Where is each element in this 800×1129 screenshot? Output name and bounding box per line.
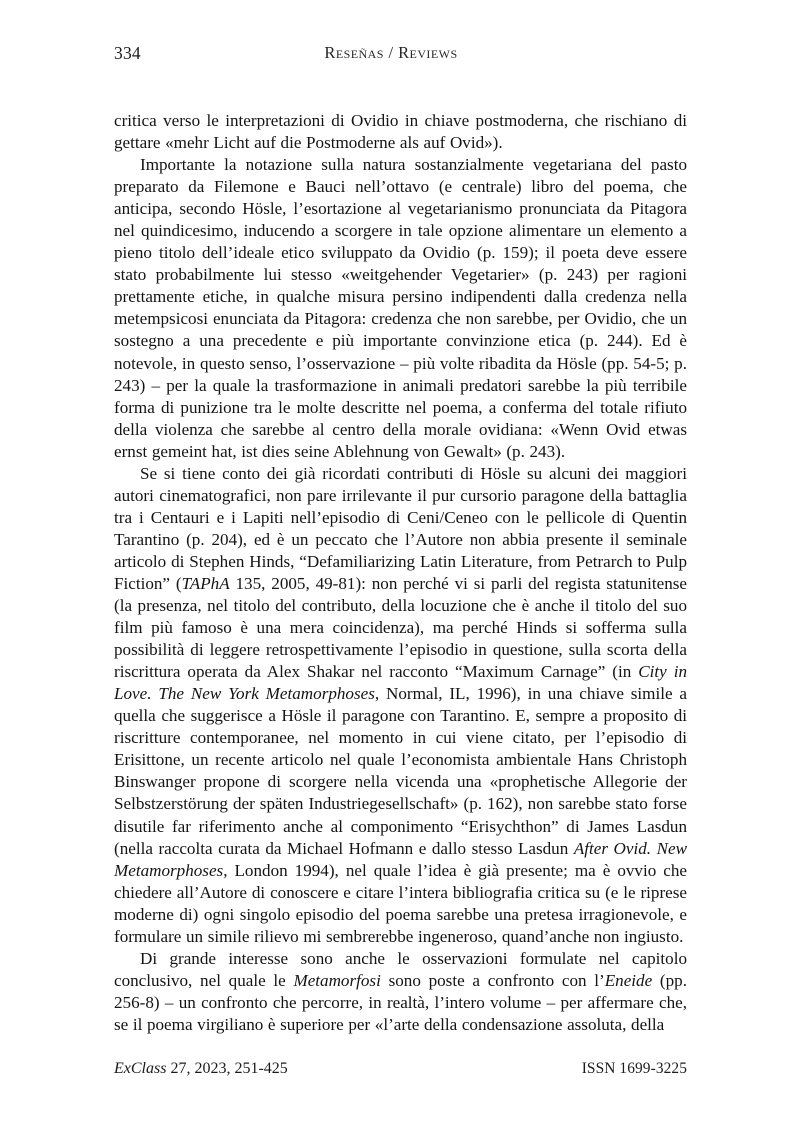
- text-run: (pp. 256-8) – un confronto che percorre, in realtà, l’intero volume – per affermare che, se il poema virgiliano è superiore per «l’arte della condensazione assoluta, della: [114, 970, 687, 1034]
- footer-citation: [114, 1058, 288, 1080]
- italic-title: Metamorfosi: [293, 970, 381, 990]
- text-run: , Normal, IL, 1996), in una chiave simile a quella che suggerisce a Hösle il paragone con Tarantino. E, sempre a proposito di riscritture contemporanee, nel momento in cui viene citato, per l’episodio di Erisittone, un recente articolo nel quale l’economista ambientale Hans Christoph Binswanger propone di scorgere nella vicenda una «prophetische Allegorie der Selbstzerstörung der späten Industriegesellschaft» (p. 162), non sarebbe stato forse disutile far riferimento anche al componimento “Erisychthon” di James Lasdun (nella raccolta curata da Michael Hofmann e dallo stesso Lasdun: [114, 684, 687, 858]
- running-title: Reseñas / Reviews: [324, 43, 458, 62]
- body-text-column: [114, 110, 687, 1036]
- paragraph: [114, 948, 687, 1036]
- italic-title: TAPhA: [181, 573, 230, 593]
- text-run: 135, 2005, 49-81): non perché vi si parli del regista statunitense (la presenza, nel titolo del contributo, della locuzione che è anche il titolo del suo film più famoso è una mera coincidenza), ma perché Hinds si sofferma sulla possibilità di leggere retrospettivamente l’episodio in questione, sulla scorta della riscrittura operata da Alex Shakar nel racconto “Maximum Carnage” (in: [114, 573, 687, 682]
- running-head: [114, 42, 686, 64]
- italic-title: After Ovid. New Metamorphoses: [114, 838, 687, 880]
- paragraph: [114, 463, 687, 948]
- page-number: 334: [114, 43, 141, 63]
- paragraph: [114, 110, 687, 154]
- italic-title: City in Love. The New York Metamorphoses: [114, 662, 687, 704]
- text-run: Se si tiene conto dei già ricordati contributi di Hösle su alcuni dei maggiori autori cinematografici, non pare irrilevante il pur cursorio paragone della battaglia tra i Centauri e i Lapiti nell’episodio di Ceni/Ceneo con le pellicole di Quentin Tarantino (p. 204), ed è un peccato che l’Autore non abbia presente il seminale articolo di Stephen Hinds, “Defamiliarizing Latin Literature, from Petrarch to Pulp Fiction” (: [114, 463, 687, 593]
- journal-name: ExClass: [114, 1060, 167, 1077]
- text-run: Importante la notazione sulla natura sostanzialmente vegetariana del pasto preparato da Filemone e Bauci nell’ottavo (e centrale) libro del poema, che anticipa, secondo Hösle, l’esortazione al vegetarianismo pronunciata da Pitagora nel quindicesimo, inducendo a scorgere in tale opzione alimentare un elemento a pieno titolo dell’ideale etico sviluppato da Ovidio (p. 159); il poeta deve essere stato probabilmente lui stesso «weitgehender Vegetarier» (p. 243) per ragioni prettamente etiche, in qualche misura persino indipendenti dalla credenza nella metempsicosi enunciata da Pitagora: credenza che non sarebbe, per Ovidio, che un sostegno a una precedente e più importante convinzione etica (p. 244). Ed è notevole, in questo senso, l’osservazione – più volte ribadita da Hösle (pp. 54-5; p. 243) – per la quale la trasformazione in animali predatori sarebbe la più terribile forma di punizione tra le molte descritte nel poema, a conferma del totale rifiuto della violenza che sarebbe al centro della morale ovidiana: «Wenn Ovid etwas ernst gemeint hat, ist dies seine Ablehnung von Gewalt» (p. 243).: [114, 155, 687, 461]
- text-run: sono poste a confronto con l’: [380, 970, 605, 990]
- page-footer: [114, 1058, 687, 1080]
- text-run: Di grande interesse sono anche le osservazioni formulate nel capitolo conclusivo, nel quale le: [114, 948, 687, 990]
- italic-title: Eneide: [604, 970, 653, 990]
- text-run: , London 1994), nel quale l’idea è già presente; ma è ovvio che chiedere all’Autore di conoscere e citare l’intera bibliografia critica su (e le riprese moderne di) ogni singolo episodio del poema sarebbe una pretesa irragionevole, e formulare un simile rilievo mi sembrerebbe ingeneroso, quand’anche non ingiusto.: [114, 860, 687, 946]
- footer-issn: ISSN 1699-3225: [581, 1060, 687, 1077]
- paragraph: [114, 154, 687, 463]
- text-run: critica verso le interpretazioni di Ovidio in chiave postmoderna, che rischiano di gettare «mehr Licht auf die Postmoderne als auf Ovid»).: [114, 111, 687, 153]
- footer-volume-pages: 27, 2023, 251-425: [166, 1060, 288, 1077]
